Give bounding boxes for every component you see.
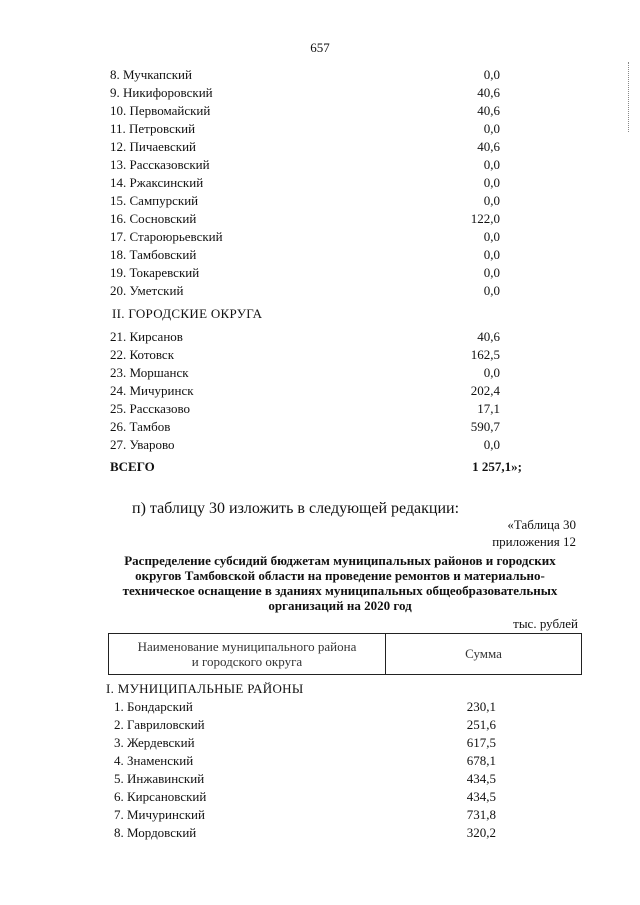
units-label: тыс. рублей — [513, 616, 578, 631]
table-row: 11. Петровский 0,0 — [110, 121, 500, 136]
table-row: 18. Тамбовский 0,0 — [110, 247, 500, 262]
table-header — [108, 633, 582, 675]
page-number: 657 — [310, 40, 330, 55]
section-heading-urban-districts: II. ГОРОДСКИЕ ОКРУГА — [112, 306, 263, 321]
table-row: 27. Уварово 0,0 — [110, 437, 500, 452]
header-column-sum: Сумма — [465, 646, 502, 661]
table-row: 10. Первомайский 40,6 — [110, 103, 500, 118]
table-row: 24. Мичуринск 202,4 — [110, 383, 500, 398]
table-row: 13. Рассказовский 0,0 — [110, 157, 500, 172]
table-row: 1. Бондарский 230,1 — [114, 699, 496, 714]
table-row: 8. Мордовский 320,2 — [114, 825, 496, 840]
table-row: 15. Сампурский 0,0 — [110, 193, 500, 208]
table-row: 20. Уметский 0,0 — [110, 283, 500, 298]
table-row: 8. Мучкапский 0,0 — [110, 67, 500, 82]
header-column-name: Наименование муниципального района и городского округа — [109, 634, 386, 674]
table-row: 17. Староюрьевский 0,0 — [110, 229, 500, 244]
table-row: 6. Кирсановский 434,5 — [114, 789, 496, 804]
margin-mark — [628, 62, 633, 132]
table-row: 7. Мичуринский 731,8 — [114, 807, 496, 822]
table-reference: «Таблица 30 приложения 12 — [492, 517, 576, 549]
total-value: 1 257,1»; — [472, 459, 522, 474]
table-row: 23. Моршанск 0,0 — [110, 365, 500, 380]
table-row: 5. Инжавинский 434,5 — [114, 771, 496, 786]
table-row: 4. Знаменский 678,1 — [114, 753, 496, 768]
amendment-paragraph: п) таблицу 30 изложить в следующей редакции: — [132, 500, 460, 517]
table-row: 9. Никифоровский 40,6 — [110, 85, 500, 100]
table-row: 21. Кирсанов 40,6 — [110, 329, 500, 344]
total-label: ВСЕГО — [110, 459, 155, 474]
table-row: 16. Сосновский 122,0 — [110, 211, 500, 226]
table-row: 3. Жердевский 617,5 — [114, 735, 496, 750]
table-row: 26. Тамбов 590,7 — [110, 419, 500, 434]
total-row — [110, 458, 530, 476]
table-row: 14. Ржаксинский 0,0 — [110, 175, 500, 190]
table-row: 22. Котовск 162,5 — [110, 347, 500, 362]
table-row: 19. Токаревский 0,0 — [110, 265, 500, 280]
table-title: Распределение субсидий бюджетам муниципальных районов и городских округов Тамбовской области на проведение ремонтов и материально-техническое оснащение в зданиях муниципальных общеобразовательных организаций на 2020 год — [122, 553, 558, 613]
table-row: 12. Пичаевский 40,6 — [110, 139, 500, 154]
table-row: 2. Гавриловский 251,6 — [114, 717, 496, 732]
section-heading-municipal: I. МУНИЦИПАЛЬНЫЕ РАЙОНЫ — [106, 681, 304, 696]
table-row: 25. Рассказово 17,1 — [110, 401, 500, 416]
